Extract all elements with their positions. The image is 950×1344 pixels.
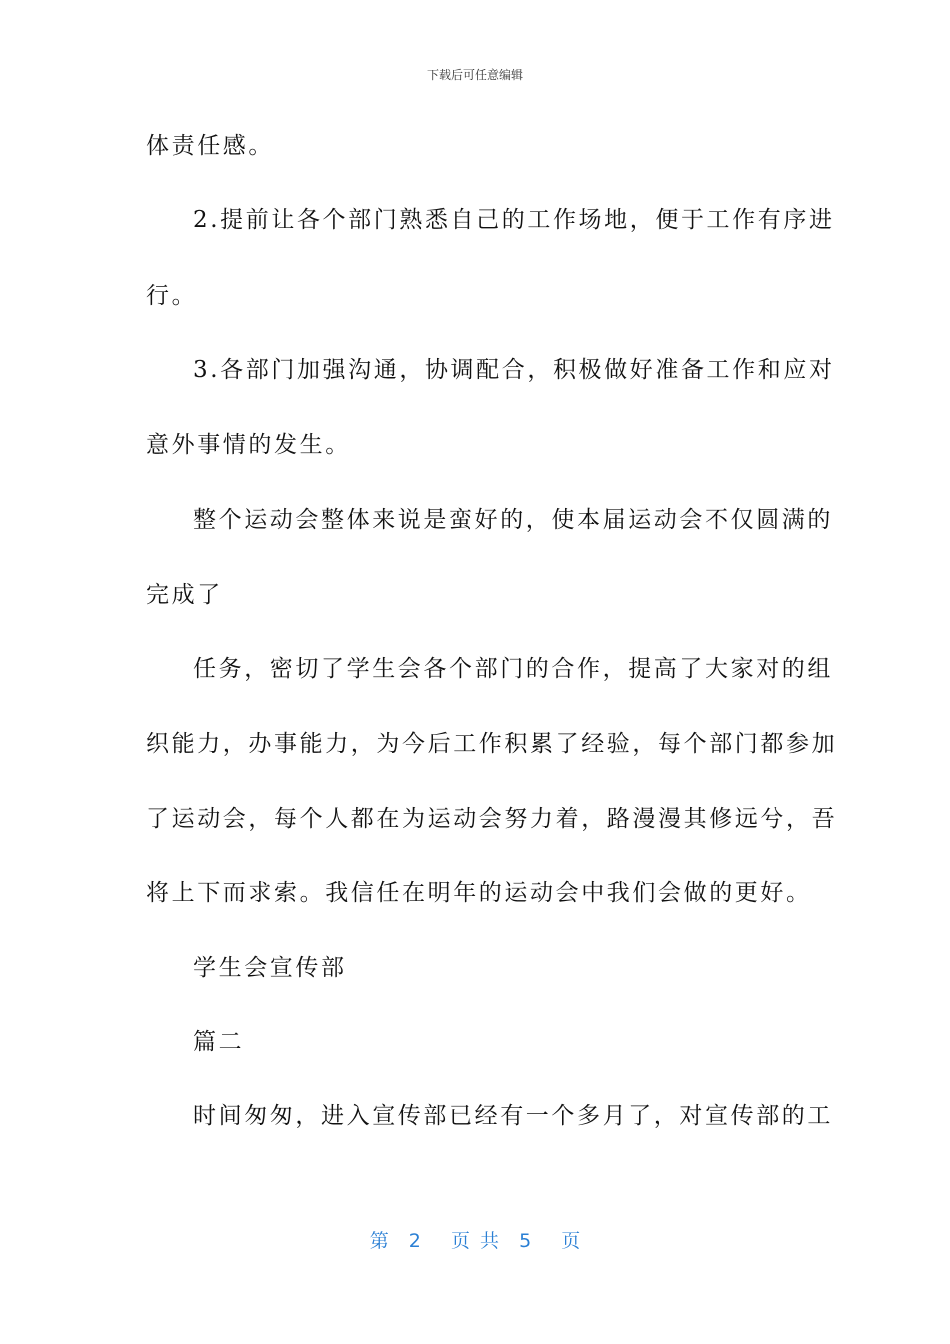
paragraph-line: 体责任感。 — [146, 133, 274, 159]
page-number-footer: 第 2 页 共 5 页 — [369, 1230, 581, 1252]
paragraph-line: 3.各部门加强沟通，协调配合，积极做好准备工作和应对 — [193, 357, 835, 383]
paragraph-line: 意外事情的发生。 — [146, 432, 351, 458]
section-heading: 篇二 — [193, 1029, 245, 1055]
paragraph-line: 行。 — [146, 283, 198, 309]
paragraph-line: 2.提前让各个部门熟悉自己的工作场地，便于工作有序进 — [193, 207, 835, 233]
paragraph-line: 将上下而求索。我信任在明年的运动会中我们会做的更好。 — [146, 880, 812, 906]
paragraph-line: 时间匆匆，进入宣传部已经有一个多月了，对宣传部的工 — [193, 1103, 833, 1129]
paragraph-line: 织能力，办事能力，为今后工作积累了经验，每个部门都参加 — [146, 731, 838, 757]
paragraph-line: 任务，密切了学生会各个部门的合作，提高了大家对的组 — [193, 656, 833, 682]
paragraph-line: 整个运动会整体来说是蛮好的，使本届运动会不仅圆满的 — [193, 507, 833, 533]
paragraph-line: 完成了 — [146, 582, 223, 608]
page-header-note: 下载后可任意编辑 — [426, 68, 523, 82]
paragraph-line: 了运动会，每个人都在为运动会努力着，路漫漫其修远兮，吾 — [146, 806, 838, 832]
paragraph-line: 学生会宣传部 — [193, 955, 347, 981]
